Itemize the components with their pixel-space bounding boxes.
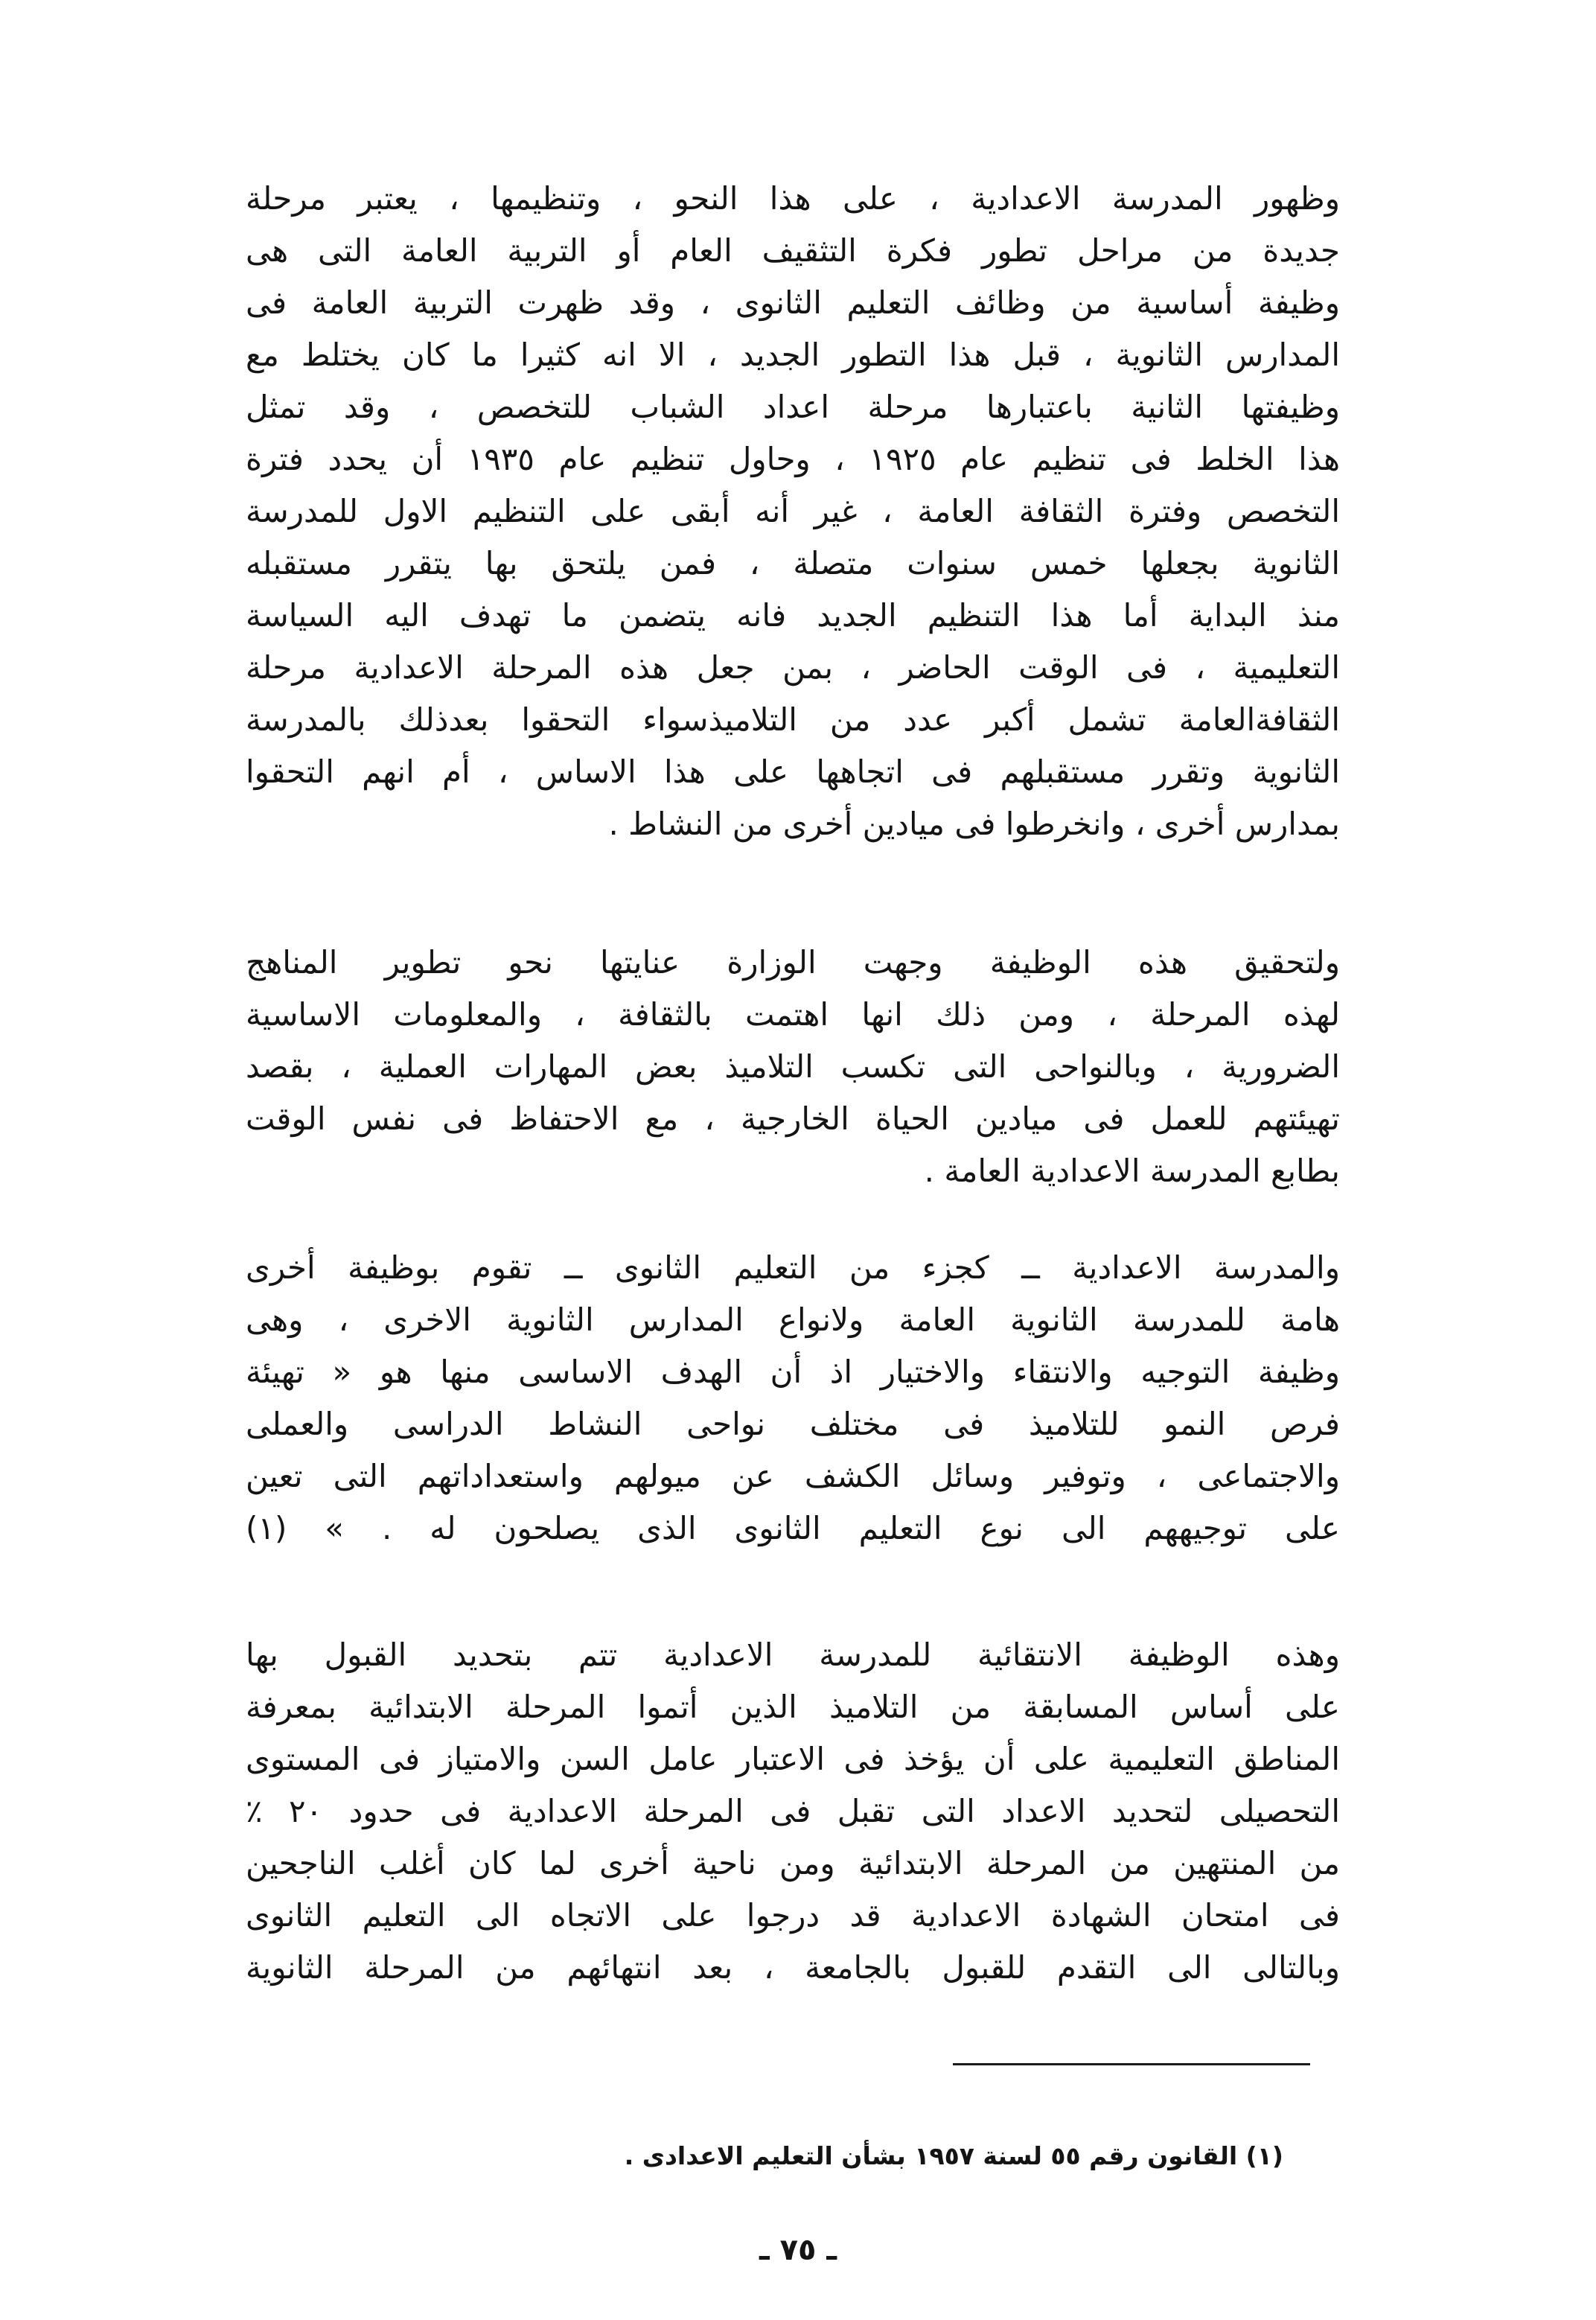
text-line: وظيفتها الثانية باعتبارها مرحلة اعداد الشباب للتخصص ، وقد تمثل (246, 389, 1340, 425)
text-line: الثقافةالعامة تشمل أكبر عدد من التلاميذسواء التحقوا بعدذلك بالمدرسة (246, 701, 1340, 738)
text-line: وبالتالى الى التقدم للقبول بالجامعة ، بعد انتهائهم من المرحلة الثانوية (246, 1949, 1340, 1986)
text-line: الضرورية ، وبالنواحى التى تكسب التلاميذ بعض المهارات العملية ، بقصد (246, 1048, 1340, 1085)
text-line: جديدة من مراحل تطور فكرة التثقيف العام أو التربية العامة التى هى (246, 232, 1340, 269)
text-line: لهذه المرحلة ، ومن ذلك انها اهتمت بالثقافة ، والمعلومات الاساسية (246, 996, 1340, 1033)
text-line: والاجتماعى ، وتوفير وسائل الكشف عن ميولهم واستعداداتهم التى تعين (246, 1458, 1340, 1494)
page-number: ـ ٧٥ ـ (759, 2233, 837, 2267)
text-line: التحصيلى لتحديد الاعداد التى تقبل فى المرحلة الاعدادية فى حدود ٢٠ ٪ (246, 1793, 1340, 1829)
text-line: الثانوية بجعلها خمس سنوات متصلة ، فمن يلتحق بها يتقرر مستقبله (246, 545, 1340, 581)
text-line: وظيفة التوجيه والانتقاء والاختيار اذ أن الهدف الاساسى منها هو « تهيئة (246, 1354, 1340, 1390)
footnote: (١) القانون رقم ٥٥ لسنة ١٩٥٧ بشأن التعليم الاعدادى . (624, 2141, 1283, 2170)
text-line: تهيئتهم للعمل فى ميادين الحياة الخارجية ، مع الاحتفاظ فى نفس الوقت (246, 1100, 1340, 1137)
paragraph-1 (246, 173, 1340, 850)
text-line: بمدارس أخرى ، وانخرطوا فى ميادين أخرى من النشاط . (608, 806, 1340, 842)
text-line: على أساس المسابقة من التلاميذ الذين أتموا المرحلة الابتدائية بمعرفة (246, 1689, 1340, 1725)
text-line: فى امتحان الشهادة الاعدادية قد درجوا على الاتجاه الى التعليم الثانوى (246, 1897, 1340, 1934)
text-line: وهذه الوظيفة الانتقائية للمدرسة الاعدادية تتم بتحديد القبول بها (246, 1637, 1340, 1673)
text-line: والمدرسة الاعدادية ــ كجزء من التعليم الثانوى ــ تقوم بوظيفة أخرى (246, 1249, 1340, 1286)
paragraph-4 (246, 1629, 1340, 1994)
text-line: منذ البداية أما هذا التنظيم الجديد فانه يتضمن ما تهدف اليه السياسة (246, 597, 1340, 634)
text-line: التخصص وفترة الثقافة العامة ، غير أنه أبقى على التنظيم الاول للمدرسة (246, 493, 1340, 529)
text-line: الثانوية وتقرر مستقبلهم فى اتجاهها على هذا الاساس ، أم انهم التحقوا (246, 753, 1340, 790)
text-line: هامة للمدرسة الثانوية العامة ولانواع المدارس الثانوية الاخرى ، وهى (246, 1301, 1340, 1338)
text-line: ولتحقيق هذه الوظيفة وجهت الوزارة عنايتها نحو تطوير المناهج (246, 944, 1340, 981)
text-line: المدارس الثانوية ، قبل هذا التطور الجديد ، الا انه كثيرا ما كان يختلط مع (246, 337, 1340, 373)
text-line: التعليمية ، فى الوقت الحاضر ، بمن جعل هذه المرحلة الاعدادية مرحلة (246, 649, 1340, 686)
paragraph-2 (246, 937, 1340, 1197)
text-line: وظهور المدرسة الاعدادية ، على هذا النحو ، وتنظيمها ، يعتبر مرحلة (246, 180, 1340, 217)
text-line: فرص النمو للتلاميذ فى مختلف نواحى النشاط الدراسى والعملى (246, 1406, 1340, 1442)
text-line: من المنتهين من المرحلة الابتدائية ومن ناحية أخرى لما كان أغلب الناجحين (246, 1845, 1340, 1881)
text-line: على توجيههم الى نوع التعليم الثانوى الذى يصلحون له . » (١) (246, 1510, 1340, 1546)
text-line: وظيفة أساسية من وظائف التعليم الثانوى ، وقد ظهرت التربية العامة فى (246, 284, 1340, 321)
text-line: هذا الخلط فى تنظيم عام ١٩٢٥ ، وحاول تنظيم عام ١٩٣٥ أن يحدد فترة (246, 441, 1340, 477)
text-line: بطابع المدرسة الاعدادية العامة . (924, 1153, 1340, 1189)
footnote-divider (953, 2063, 1310, 2065)
paragraph-3 (246, 1242, 1340, 1555)
text-line: المناطق التعليمية على أن يؤخذ فى الاعتبار عامل السن والامتياز فى المستوى (246, 1741, 1340, 1777)
